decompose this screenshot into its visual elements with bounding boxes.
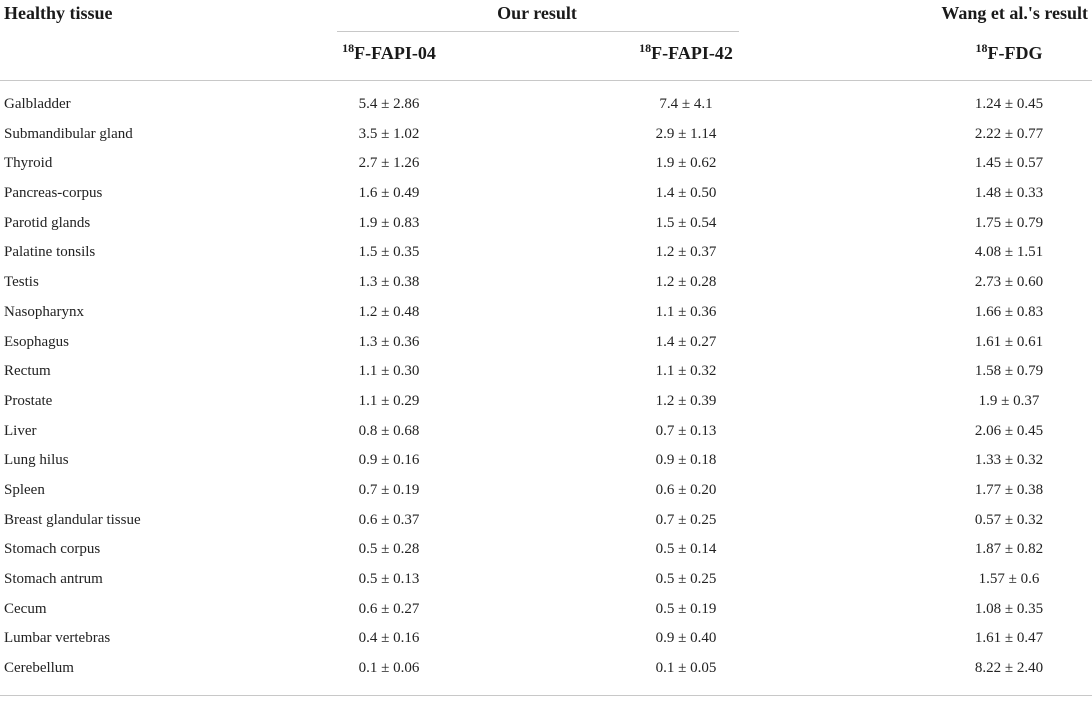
table-row [0,446,1092,476]
cell-fapi-42: 0.5 ± 0.19 [655,600,717,617]
cell-fdg: 0.57 ± 0.32 [974,511,1044,528]
table-row [0,417,1092,447]
cell-tissue: Parotid glands [4,214,91,231]
header-fdg-isotope: 18 [975,41,988,55]
cell-tissue: Nasopharynx [4,303,84,320]
cell-fapi-04: 0.8 ± 0.68 [358,422,420,439]
cell-fdg: 1.77 ± 0.38 [974,481,1044,498]
cell-fdg: 2.73 ± 0.60 [974,274,1044,291]
cell-fdg: 1.45 ± 0.57 [974,155,1044,172]
cell-fapi-04: 5.4 ± 2.86 [358,96,420,112]
table-row [0,238,1092,268]
table-row [0,268,1092,298]
table-row [0,328,1092,358]
cell-fapi-42: 1.2 ± 0.39 [655,392,717,409]
cell-tissue: Thyroid [4,155,53,172]
cell-tissue: Palatine tonsils [4,244,96,261]
cell-tissue: Prostate [4,392,53,409]
table-row [0,506,1092,536]
cell-fapi-04: 1.1 ± 0.30 [358,363,420,380]
cell-tissue: Lung hilus [4,452,69,469]
cell-fapi-42: 1.5 ± 0.54 [655,214,717,231]
cell-tissue: Liver [4,422,37,439]
cell-fdg: 1.61 ± 0.47 [974,630,1044,647]
cell-fdg: 2.06 ± 0.45 [974,422,1044,439]
cell-fdg: 1.75 ± 0.79 [974,214,1044,231]
header-fapi-04-isotope: 18 [342,41,355,55]
cell-fapi-42: 2.9 ± 1.14 [655,125,717,142]
cell-fapi-04: 0.4 ± 0.16 [358,630,420,647]
header-fapi-42-isotope: 18 [639,41,652,55]
header-rule [0,80,1092,81]
table-row [0,179,1092,209]
table-row [0,387,1092,417]
cell-fapi-04: 0.5 ± 0.13 [358,571,420,587]
cell-fapi-42: 0.7 ± 0.13 [655,422,717,439]
cell-fapi-42: 1.1 ± 0.32 [655,363,717,380]
group-underline [337,31,739,32]
cell-fdg: 1.08 ± 0.35 [974,600,1044,617]
header-our-result: Our result [497,3,577,23]
header-fapi-04 [342,43,436,64]
cell-fapi-42: 0.7 ± 0.25 [655,511,717,528]
table-row [0,90,1092,120]
cell-tissue: Lumbar vertebras [4,630,111,647]
cell-fdg: 1.58 ± 0.79 [974,363,1044,380]
cell-tissue: Cerebellum [4,660,74,677]
table-body [0,90,1092,684]
cell-fapi-42: 0.6 ± 0.20 [655,481,717,498]
cell-fapi-42: 0.1 ± 0.05 [655,660,717,677]
header-wang-result: Wang et al.'s result [941,3,1088,23]
cell-fapi-04: 0.1 ± 0.06 [358,660,420,677]
header-fdg [976,43,1043,64]
table-row [0,209,1092,239]
table-row [0,298,1092,328]
table-row [0,595,1092,625]
cell-tissue: Rectum [4,363,51,380]
cell-tissue: Breast glandular tissue [4,511,141,528]
cell-tissue: Stomach corpus [4,541,101,558]
cell-tissue: Testis [4,274,39,291]
table-row [0,565,1092,595]
cell-fdg: 1.61 ± 0.61 [974,333,1044,350]
header-fapi-42-label: F-FAPI-42 [651,43,733,63]
cell-tissue: Stomach antrum [4,571,103,587]
table-row [0,624,1092,654]
table-row [0,149,1092,179]
table-row [0,357,1092,387]
cell-fapi-04: 0.9 ± 0.16 [358,452,420,469]
table-row [0,535,1092,565]
cell-tissue: Cecum [4,600,47,617]
header-healthy-tissue: Healthy tissue [4,3,113,23]
cell-fapi-04: 0.7 ± 0.19 [358,481,420,498]
cell-tissue: Submandibular gland [4,125,133,142]
cell-fapi-42: 1.2 ± 0.37 [655,244,717,261]
cell-fdg: 1.57 ± 0.6 [978,571,1040,587]
cell-fapi-42: 1.4 ± 0.27 [655,333,717,350]
cell-fapi-42: 1.1 ± 0.36 [655,303,717,320]
table-row [0,654,1092,684]
cell-fdg: 4.08 ± 1.51 [974,244,1044,261]
cell-fdg: 1.66 ± 0.83 [974,303,1044,320]
cell-fapi-42: 1.9 ± 0.62 [655,155,717,172]
cell-fapi-04: 1.2 ± 0.48 [358,303,420,320]
cell-fdg: 2.22 ± 0.77 [974,125,1044,142]
cell-fapi-04: 1.3 ± 0.38 [358,274,420,291]
cell-fdg: 1.33 ± 0.32 [974,452,1044,469]
cell-fapi-04: 1.6 ± 0.49 [358,185,420,202]
cell-fapi-42: 1.2 ± 0.28 [655,274,717,291]
cell-tissue: Pancreas-corpus [4,185,103,202]
cell-fapi-42: 0.5 ± 0.25 [655,571,717,587]
cell-fapi-04: 0.6 ± 0.27 [358,600,420,617]
cell-fapi-42: 7.4 ± 4.1 [659,96,713,112]
cell-fapi-04: 0.5 ± 0.28 [358,541,420,558]
cell-fapi-42: 0.5 ± 0.14 [655,541,717,558]
header-fapi-42 [639,43,733,64]
cell-fapi-04: 1.5 ± 0.35 [358,244,420,261]
cell-fdg: 1.48 ± 0.33 [974,185,1044,202]
cell-fapi-04: 1.3 ± 0.36 [358,333,420,350]
cell-fapi-04: 2.7 ± 1.26 [358,155,420,172]
cell-fapi-04: 1.1 ± 0.29 [358,392,420,409]
cell-fdg: 1.87 ± 0.82 [974,541,1044,558]
cell-tissue: Spleen [4,481,45,498]
cell-fapi-42: 0.9 ± 0.18 [655,452,717,469]
header-fapi-04-label: F-FAPI-04 [354,43,436,63]
cell-fdg: 8.22 ± 2.40 [974,660,1044,677]
cell-fapi-42: 0.9 ± 0.40 [655,630,717,647]
cell-tissue: Galbladder [4,96,71,112]
table-row [0,476,1092,506]
cell-fapi-04: 0.6 ± 0.37 [358,511,420,528]
cell-fapi-04: 1.9 ± 0.83 [358,214,420,231]
cell-fapi-42: 1.4 ± 0.50 [655,185,717,202]
bottom-rule [0,695,1092,696]
cell-tissue: Esophagus [4,333,69,350]
cell-fdg: 1.24 ± 0.45 [974,96,1044,112]
header-fdg-label: F-FDG [987,43,1043,63]
cell-fdg: 1.9 ± 0.37 [978,392,1040,409]
cell-fapi-04: 3.5 ± 1.02 [358,125,420,142]
table-row [0,120,1092,150]
